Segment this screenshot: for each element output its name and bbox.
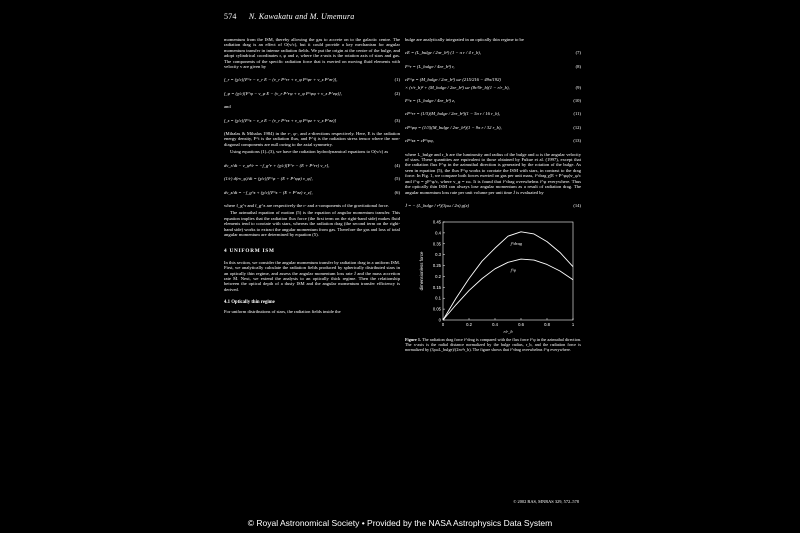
equation-1: f_r = (χ/c)[F^r − v_r E − (v_r P^rr + v_φ P^φr + v_z P^zr)], (1)	[224, 77, 400, 83]
y-tick-label: 0	[438, 317, 441, 323]
figure-1	[405, 216, 581, 336]
equation-3: f_z = (χ/c)[F^z − v_z E − (v_r P^rz + v_φ P^φz + v_z P^zz)] (3)	[224, 117, 400, 123]
x-tick-label: 0.2	[466, 322, 472, 328]
y-tick-label: 0.3	[435, 252, 441, 258]
paragraph: bulge are analytically integrated in an optically thin regime to be	[405, 37, 524, 42]
paper-page	[208, 0, 593, 533]
x-axis-label: r/r_b	[503, 329, 513, 335]
x-tick-label: 1	[571, 322, 575, 328]
paragraph: where L_bulge and r_b are the luminosity and radius of the bulge and ω is the angular velocity of stars. These quantities are equivalent to those obtained by Fukue et al. (1997), except that the radiation flux F^φ in the azimuthal direction is generated by the rotation of the bulge. As seen in equation (5), the flux F^φ works to corotate the ISM with stars, in contrast to the drag force. In Fig. 1, we compare both forces exerted on gas per unit mass, f^drag χ(E + P^φφ)v_φ/c and f^φ = χF^φ/c, where v_φ = rω. It is found that f^drag overwhelms f^φ everywhere. Thus the optically thin ISM can always lose angular momentum as a result of radiation drag. The angular momentum loss rate per unit volume per unit time J̇ is evaluated by	[405, 151, 581, 195]
x-tick-label: 0.8	[544, 322, 550, 328]
right-column	[405, 37, 581, 353]
equation-10: F^z = (L_bulge / 4πr_b³) z, (10)	[405, 98, 581, 104]
series-label: f^φ	[510, 267, 517, 273]
y-tick-label: 0.15	[432, 285, 441, 291]
equation-7: cE = (L_bulge / 2πr_b²) (1 − π r / 4 r_b), (7)	[405, 50, 581, 56]
equation-5: (1/r) d(rv_φ)/dt = (χ/c)[F^φ − (E + P^φφ) v_φ], (5)	[224, 176, 400, 182]
paragraph: The azimuthal equation of motion (5) is the equation of angular momentum transfer. This equation implies that the radiation flux force (the first term on the right-hand side) makes fluid elements tend to corotate with stars, whereas the radiation drag (the second term on the right-hand side) works to extract the angular momentum from gas. Therefore the gas and loss of total angular momentum are determined by equation (5).	[224, 210, 400, 237]
left-column	[224, 37, 400, 316]
series-line-fphi	[443, 259, 573, 320]
y-tick-label: 0.4	[435, 230, 441, 236]
y-tick-label: 0.1	[435, 296, 441, 302]
section-heading: 4 UNIFORM ISM	[224, 248, 275, 255]
x-tick-label: 0.6	[518, 322, 524, 328]
y-axis-label: dimensionless force	[419, 251, 424, 291]
equation-9a: cF^φ = (M_bulge / 2πr_b²) ωr (215/216 − 49π/192)	[405, 77, 501, 83]
paragraph: momentum from the ISM, thereby allowing the gas to accrete on to the galactic centre. The radiation drag is an effect of O(v/c), but it could provide a key mechanism for angular momentum transfer in intense radiation fields. We put the origin at the centre of the bulge, and adopt cylindrical coordinates r, φ and z, where the z-axis is the rotation axis of stars and gas. The components of the specific radiation force that is exerted on moving fluid elements with velocity v are given by	[224, 37, 400, 70]
running-authors: N. Kawakatu and M. Umemura	[248, 12, 355, 21]
series-label: f^drag	[510, 241, 522, 247]
ads-footer: © Royal Astronomical Society • Provided by the NASA Astrophysics Data System	[247, 518, 553, 528]
copyright-line: © 2002 RAS, MNRAS 329, 572–578	[513, 499, 579, 504]
x-tick-label: 0	[441, 322, 445, 328]
paragraph: (Mihalas & Mihalas 1984) in the r-, φ-, and z-directions respectively. Here, E is the radiation energy density, F^i is the radiation flux, and P^ij is the radiation stress tensor where the non-diagonal components are null owing to the axial symmetry.	[224, 131, 400, 147]
subsection-heading: 4.1 Optically thin regime	[224, 300, 275, 306]
equation-13: cP^zz = cP^φφ, (13)	[405, 138, 581, 144]
y-tick-label: 0.2	[435, 274, 441, 280]
figure-caption: Figure 1. The radiation drag force f^drag is compared with the flux force f^φ in the azimuthal direction. The x-axis is the radial distance normalized by the bulge radius, r_b, and the radiation force is normalized by (3ρωL_bulge)/(2πc²r_b). The figure shows that f^drag overwhelms f^φ everywhere.	[405, 337, 581, 352]
equation-6: dv_z/dt = −f_g^z + (χ/c)[F^z − (E + P^zz) v_z], (6)	[224, 189, 400, 195]
force-chart	[405, 216, 581, 336]
paragraph: In this section, we consider the angular momentum transfer by radiation drag in a uniform ISM. First, we analytically calculate the radiation fields produced by spherically distributed stars in an optically thin regime, and assess the angular momentum loss rate J̇ and the mass accretion rate Ṁ. Next, we extend the analysis to an optically thick regime. Then the relationship between the optical depth of a dusty ISM and the angular momentum transfer efficiency is derived.	[224, 259, 400, 292]
paragraph: Using equations (1)–(3), we have the radiation hydrodynamical equations to O(v/c) as	[230, 149, 389, 155]
running-header	[224, 12, 354, 21]
y-tick-label: 0.25	[432, 263, 441, 269]
y-tick-label: 0.35	[432, 241, 441, 247]
page-number: 574	[224, 12, 237, 21]
equation-12: cP^φφ = (1/3)(M_bulge / 2πr_b²)(1 − 9π r / 32 r_b), (12)	[405, 124, 581, 130]
y-tick-label: 0.05	[432, 306, 441, 312]
paragraph: where f_g^r and f_g^z are respectively the r- and z-components of the gravitational force.	[224, 202, 389, 208]
y-tick-label: 0.45	[432, 219, 441, 225]
equation-11: cP^rr = (1/3)(M_bulge / 2πr_b²)(1 − 5π r / 16 r_b), (11)	[405, 111, 581, 117]
equation-8: F^r = (L_bulge / 4πr_b³) r, (8)	[405, 63, 581, 69]
equation-4: dv_r/dt − v_φ²/r = −f_g^r + (χ/c)[F^r − (E + P^rr) v_r], (4)	[224, 162, 400, 168]
equation-2: f_φ = (χ/c)[F^φ − v_φ E − (v_r P^rφ + v_φ P^φφ + v_z P^zφ)], (2)	[224, 90, 400, 96]
paragraph: and	[224, 104, 231, 110]
equation-14: J̇ = − (L_bulge / r²)(3ρω / 2π) g(x) (14)	[405, 202, 581, 208]
x-tick-label: 0.4	[492, 322, 498, 328]
paragraph: For uniform distributions of stars, the radiation fields inside the	[224, 308, 341, 314]
equation-9b: × (r/r_b)² + (M_bulge / 2πr_b²) ωr (8r/9r_b)(1 − r/r_b), (9)	[405, 84, 581, 90]
series-line-fdrag	[443, 232, 573, 320]
